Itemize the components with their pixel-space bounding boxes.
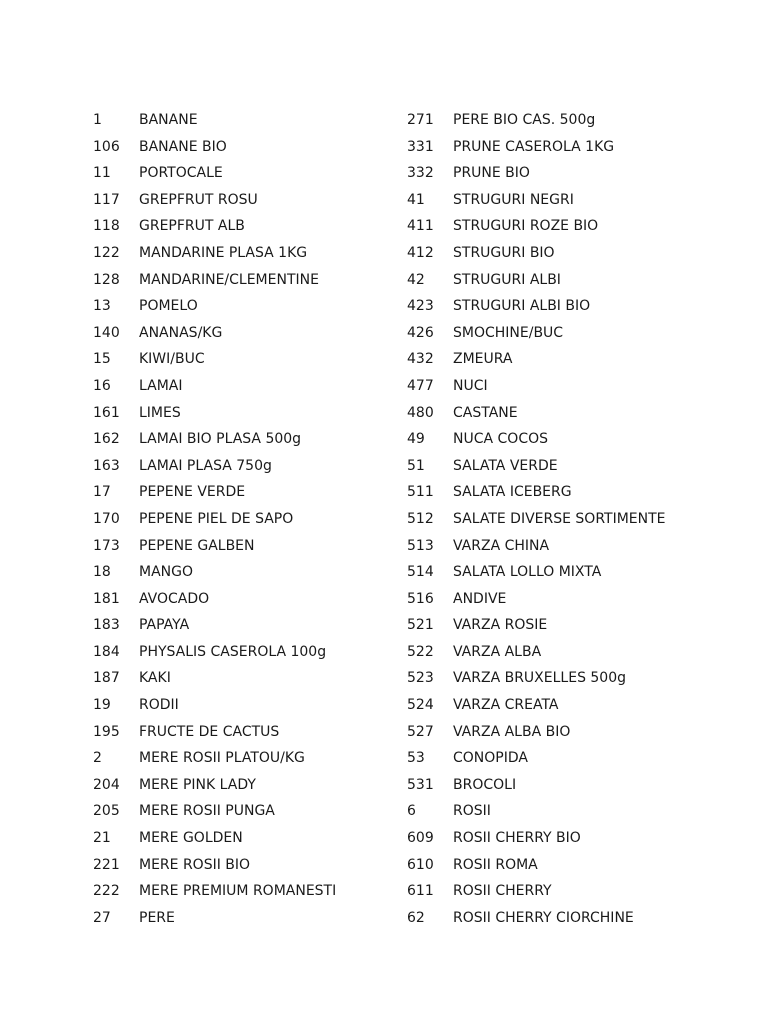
product-code: 62	[407, 909, 425, 926]
product-name: ROSII CHERRY	[453, 883, 552, 900]
list-item	[407, 586, 666, 613]
product-name: LAMAI PLASA 750g	[139, 457, 272, 474]
list-item	[93, 559, 336, 586]
product-name: PRUNE BIO	[453, 165, 530, 182]
list-item	[407, 798, 666, 825]
product-code: 511	[407, 484, 434, 501]
product-name: BROCOLI	[453, 776, 517, 793]
list-item	[407, 400, 666, 427]
product-code: 118	[93, 218, 120, 235]
product-code: 16	[93, 377, 111, 394]
product-code: 195	[93, 723, 120, 740]
list-item	[407, 479, 666, 506]
list-item	[93, 878, 336, 905]
product-name: PAPAYA	[139, 617, 190, 634]
list-item	[407, 612, 666, 639]
list-item	[93, 692, 336, 719]
product-name: SALATA LOLLO MIXTA	[453, 564, 602, 581]
product-code: 49	[407, 431, 425, 448]
product-code: 181	[93, 590, 120, 607]
list-item	[93, 612, 336, 639]
list-item	[407, 772, 666, 799]
list-item	[93, 745, 336, 772]
product-code: 41	[407, 191, 425, 208]
list-item	[407, 213, 666, 240]
product-name: PEPENE PIEL DE SAPO	[139, 510, 294, 527]
product-name: SALATA VERDE	[453, 457, 558, 474]
product-code: 17	[93, 484, 111, 501]
list-item	[407, 240, 666, 267]
product-name: KIWI/BUC	[139, 351, 205, 368]
product-name: VARZA ROSIE	[453, 617, 548, 634]
product-code: 183	[93, 617, 120, 634]
product-name: VARZA CHINA	[453, 537, 550, 554]
product-code: 523	[407, 670, 434, 687]
list-item	[93, 586, 336, 613]
product-name: AVOCADO	[139, 590, 210, 607]
product-name: MERE ROSII BIO	[139, 856, 251, 873]
list-item	[93, 479, 336, 506]
product-name: FRUCTE DE CACTUS	[139, 723, 280, 740]
product-code: 117	[93, 191, 120, 208]
product-name: ROSII CHERRY BIO	[453, 830, 581, 847]
list-item	[93, 346, 336, 373]
product-name: PERE BIO CAS. 500g	[453, 112, 596, 128]
product-code: 610	[407, 856, 434, 873]
product-name: SALATE DIVERSE SORTIMENTE	[453, 510, 666, 527]
product-name: STRUGURI ROZE BIO	[453, 218, 599, 235]
list-item	[93, 373, 336, 400]
product-code: 513	[407, 537, 434, 554]
product-name: ANANAS/KG	[139, 324, 223, 341]
product-code: 42	[407, 271, 425, 288]
list-item	[407, 665, 666, 692]
product-code: 53	[407, 750, 425, 767]
product-code: 271	[407, 112, 434, 128]
product-name: SALATA ICEBERG	[453, 484, 572, 501]
list-item	[407, 107, 666, 134]
list-item	[93, 665, 336, 692]
product-name: PERE	[139, 909, 175, 926]
product-name: GREPFRUT ROSU	[139, 191, 258, 208]
product-code: 423	[407, 298, 434, 315]
list-item	[407, 160, 666, 187]
product-code: 480	[407, 404, 434, 421]
list-item	[407, 559, 666, 586]
list-item	[407, 320, 666, 347]
list-item	[93, 798, 336, 825]
product-code: 516	[407, 590, 434, 607]
product-code: 611	[407, 883, 434, 900]
product-code: 222	[93, 883, 120, 900]
list-item	[93, 293, 336, 320]
product-name: PHYSALIS CASEROLA 100g	[139, 643, 327, 660]
product-list-right	[407, 107, 666, 931]
product-code: 521	[407, 617, 434, 634]
product-code: 21	[93, 830, 111, 847]
list-item	[93, 506, 336, 533]
product-code: 170	[93, 510, 120, 527]
list-item	[93, 400, 336, 427]
list-item	[407, 293, 666, 320]
product-code: 332	[407, 165, 434, 182]
product-code: 2	[93, 750, 102, 767]
list-item	[93, 905, 336, 932]
product-name: VARZA BRUXELLES 500g	[453, 670, 627, 687]
list-item	[93, 213, 336, 240]
product-code: 27	[93, 909, 111, 926]
product-name: MERE GOLDEN	[139, 830, 243, 847]
list-item	[407, 692, 666, 719]
product-name: STRUGURI ALBI	[453, 271, 561, 288]
product-code: 173	[93, 537, 120, 554]
product-code: 140	[93, 324, 120, 341]
list-item	[407, 346, 666, 373]
list-item	[407, 267, 666, 294]
product-name: MANDARINE PLASA 1KG	[139, 244, 308, 261]
product-code: 128	[93, 271, 120, 288]
product-list-left	[93, 107, 336, 931]
product-code: 184	[93, 643, 120, 660]
product-code: 163	[93, 457, 120, 474]
product-name: GREPFRUT ALB	[139, 218, 245, 235]
list-item	[93, 134, 336, 161]
product-code: 51	[407, 457, 425, 474]
list-item	[407, 719, 666, 746]
product-code: 204	[93, 776, 120, 793]
list-item	[407, 426, 666, 453]
product-name: ZMEURA	[453, 351, 513, 368]
list-item	[407, 187, 666, 214]
list-item	[93, 772, 336, 799]
list-item	[407, 878, 666, 905]
list-item	[93, 852, 336, 879]
product-name: ROSII CHERRY CIORCHINE	[453, 909, 634, 926]
list-item	[407, 134, 666, 161]
product-code: 205	[93, 803, 120, 820]
product-code: 432	[407, 351, 434, 368]
product-code: 411	[407, 218, 434, 235]
list-item	[93, 160, 336, 187]
product-name: KAKI	[139, 670, 171, 687]
product-name: VARZA CREATA	[453, 697, 559, 714]
product-name: CASTANE	[453, 404, 518, 421]
list-item	[93, 533, 336, 560]
product-name: STRUGURI NEGRI	[453, 191, 574, 208]
product-code: 106	[93, 138, 120, 155]
product-name: PEPENE VERDE	[139, 484, 246, 501]
product-code: 524	[407, 697, 434, 714]
product-code: 221	[93, 856, 120, 873]
product-name: MERE ROSII PUNGA	[139, 803, 275, 820]
product-code: 6	[407, 803, 416, 820]
product-name: NUCA COCOS	[453, 431, 548, 448]
product-name: NUCI	[453, 377, 488, 394]
product-name: MERE PINK LADY	[139, 776, 256, 793]
product-code: 122	[93, 244, 120, 261]
list-item	[93, 453, 336, 480]
product-code: 11	[93, 165, 111, 182]
product-name: LAMAI	[139, 377, 183, 394]
list-item	[407, 453, 666, 480]
list-item	[407, 852, 666, 879]
list-item	[407, 745, 666, 772]
list-item	[407, 373, 666, 400]
product-name: SMOCHINE/BUC	[453, 324, 564, 341]
product-name: PORTOCALE	[139, 165, 223, 182]
product-name: BANANE BIO	[139, 138, 227, 155]
product-code: 514	[407, 564, 434, 581]
product-code: 15	[93, 351, 111, 368]
product-code: 412	[407, 244, 434, 261]
product-code: 162	[93, 431, 120, 448]
product-name: RODII	[139, 697, 179, 714]
product-name: ANDIVE	[453, 590, 507, 607]
product-name: MANGO	[139, 564, 193, 581]
product-code: 13	[93, 298, 111, 315]
product-name: LIMES	[139, 404, 181, 421]
product-code: 512	[407, 510, 434, 527]
product-name: VARZA ALBA	[453, 643, 542, 660]
list-item	[93, 639, 336, 666]
product-name: STRUGURI BIO	[453, 244, 555, 261]
list-item	[407, 905, 666, 932]
product-code: 1	[93, 112, 102, 128]
product-name: PEPENE GALBEN	[139, 537, 255, 554]
list-item	[93, 267, 336, 294]
list-item	[407, 533, 666, 560]
list-item	[407, 639, 666, 666]
product-code: 161	[93, 404, 120, 421]
product-name: BANANE	[139, 112, 198, 128]
product-name: MANDARINE/CLEMENTINE	[139, 271, 319, 288]
product-name: POMELO	[139, 298, 198, 315]
product-name: ROSII ROMA	[453, 856, 538, 873]
list-item	[93, 719, 336, 746]
list-item	[93, 107, 336, 134]
list-item	[93, 240, 336, 267]
list-item	[407, 506, 666, 533]
product-code: 18	[93, 564, 111, 581]
list-item	[93, 187, 336, 214]
product-code: 426	[407, 324, 434, 341]
product-name: MERE PREMIUM ROMANESTI	[139, 883, 337, 900]
product-name: ROSII	[453, 803, 491, 820]
product-code: 531	[407, 776, 434, 793]
product-name: LAMAI BIO PLASA 500g	[139, 431, 302, 448]
product-name: VARZA ALBA BIO	[453, 723, 571, 740]
product-code: 331	[407, 138, 434, 155]
list-item	[93, 825, 336, 852]
product-code: 187	[93, 670, 120, 687]
list-item	[93, 426, 336, 453]
list-item	[93, 320, 336, 347]
product-name: MERE ROSII PLATOU/KG	[139, 750, 305, 767]
product-name: CONOPIDA	[453, 750, 528, 767]
list-item	[407, 825, 666, 852]
product-code: 522	[407, 643, 434, 660]
product-name: PRUNE CASEROLA 1KG	[453, 138, 615, 155]
product-code: 477	[407, 377, 434, 394]
product-code: 527	[407, 723, 434, 740]
product-name: STRUGURI ALBI BIO	[453, 298, 591, 315]
product-code: 609	[407, 830, 434, 847]
product-code: 19	[93, 697, 111, 714]
